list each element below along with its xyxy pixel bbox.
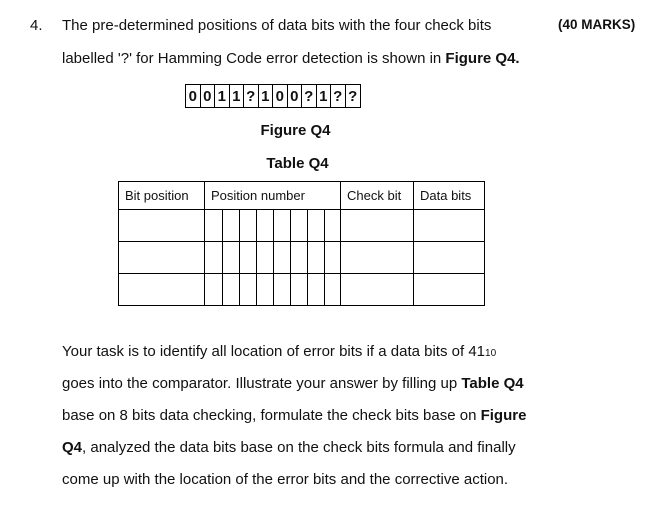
table-row [119, 242, 485, 274]
task-line-2-text: goes into the comparator. Illustrate your answer by filling up [62, 375, 462, 392]
check-bit-cell[interactable] [341, 274, 414, 306]
data-bits-cell[interactable] [414, 274, 485, 306]
header-check-bit: Check bit [341, 182, 414, 210]
bit-cell: ? [348, 87, 358, 105]
bit-position-cell[interactable] [119, 210, 205, 242]
position-number-cell[interactable] [205, 274, 223, 306]
position-number-cell[interactable] [223, 210, 240, 242]
task-line-3-text: base on 8 bits data checking, formulate the check bits base on [62, 407, 481, 424]
intro-line-2 [62, 50, 520, 67]
position-number-cell[interactable] [325, 274, 341, 306]
table-q4 [118, 181, 485, 306]
task-line-1-text: Your task is to identify all location of error bits if a data bits of 41 [62, 343, 486, 360]
data-bits-cell[interactable] [414, 242, 485, 274]
position-number-cell[interactable] [257, 210, 274, 242]
bit-cell: 1 [230, 85, 245, 107]
intro-line-2-text: labelled '?' for Hamming Code error detection is shown in [62, 50, 446, 67]
position-number-cell[interactable] [274, 242, 291, 274]
base-subscript: 10 [485, 348, 497, 359]
table-caption: Table Q4 [266, 155, 329, 172]
question-number: 4. [30, 17, 43, 34]
bit-cell: ? [331, 85, 346, 107]
position-number-cell[interactable] [205, 210, 223, 242]
bit-cell: 0 [186, 85, 201, 107]
position-number-cell[interactable] [274, 274, 291, 306]
table-header-row [119, 182, 485, 210]
task-line-5: come up with the location of the error bits and the corrective action. [62, 471, 509, 488]
table-row [119, 210, 485, 242]
header-bit-position: Bit position [119, 182, 205, 210]
figure-ref-2a: Figure [480, 407, 527, 424]
position-number-cell[interactable] [291, 274, 308, 306]
bit-cell: ? [244, 85, 259, 107]
figure-caption: Figure Q4 [260, 122, 331, 139]
bit-position-cell[interactable] [119, 274, 205, 306]
task-line-2 [62, 375, 524, 392]
bit-cell: 0 [273, 85, 288, 107]
position-number-cell[interactable] [240, 274, 257, 306]
position-number-cell[interactable] [274, 210, 291, 242]
position-number-cell[interactable] [240, 210, 257, 242]
position-number-cell[interactable] [240, 242, 257, 274]
position-number-cell[interactable] [291, 242, 308, 274]
position-number-cell[interactable] [257, 274, 274, 306]
position-number-cell[interactable] [325, 210, 341, 242]
position-number-cell[interactable] [308, 242, 325, 274]
bit-cell: 1 [215, 85, 230, 107]
bit-cell: 1 [259, 85, 274, 107]
data-bits-cell[interactable] [414, 210, 485, 242]
header-position-number: Position number [205, 182, 341, 210]
task-line-3 [62, 407, 526, 424]
figure-q4-bits [185, 84, 361, 108]
figure-ref: Figure Q4. [445, 50, 520, 67]
table-row [119, 274, 485, 306]
position-number-cell[interactable] [223, 242, 240, 274]
task-line-4 [62, 439, 516, 456]
bit-cell: 1 [317, 85, 332, 107]
check-bit-cell[interactable] [341, 210, 414, 242]
position-number-cell[interactable] [308, 210, 325, 242]
bit-cell: ? [302, 85, 317, 107]
marks-label: (40 MARKS) [558, 17, 636, 32]
position-number-cell[interactable] [223, 274, 240, 306]
task-line-4-text: , analyzed the data bits base on the check bits formula and finally [82, 439, 516, 456]
bit-cell: 0 [201, 85, 216, 107]
bit-position-cell[interactable] [119, 242, 205, 274]
position-number-cell[interactable] [205, 242, 223, 274]
position-number-cell[interactable] [291, 210, 308, 242]
intro-line-1: The pre-determined positions of data bits with the four check bits [62, 17, 492, 34]
header-data-bits: Data bits [414, 182, 485, 210]
position-number-cell[interactable] [257, 242, 274, 274]
table-ref: Table Q4 [461, 375, 524, 392]
bit-cell: 0 [288, 85, 303, 107]
task-line-1 [62, 343, 496, 360]
position-number-cell[interactable] [308, 274, 325, 306]
position-number-cell[interactable] [325, 242, 341, 274]
figure-ref-2b: Q4 [62, 439, 83, 456]
check-bit-cell[interactable] [341, 242, 414, 274]
